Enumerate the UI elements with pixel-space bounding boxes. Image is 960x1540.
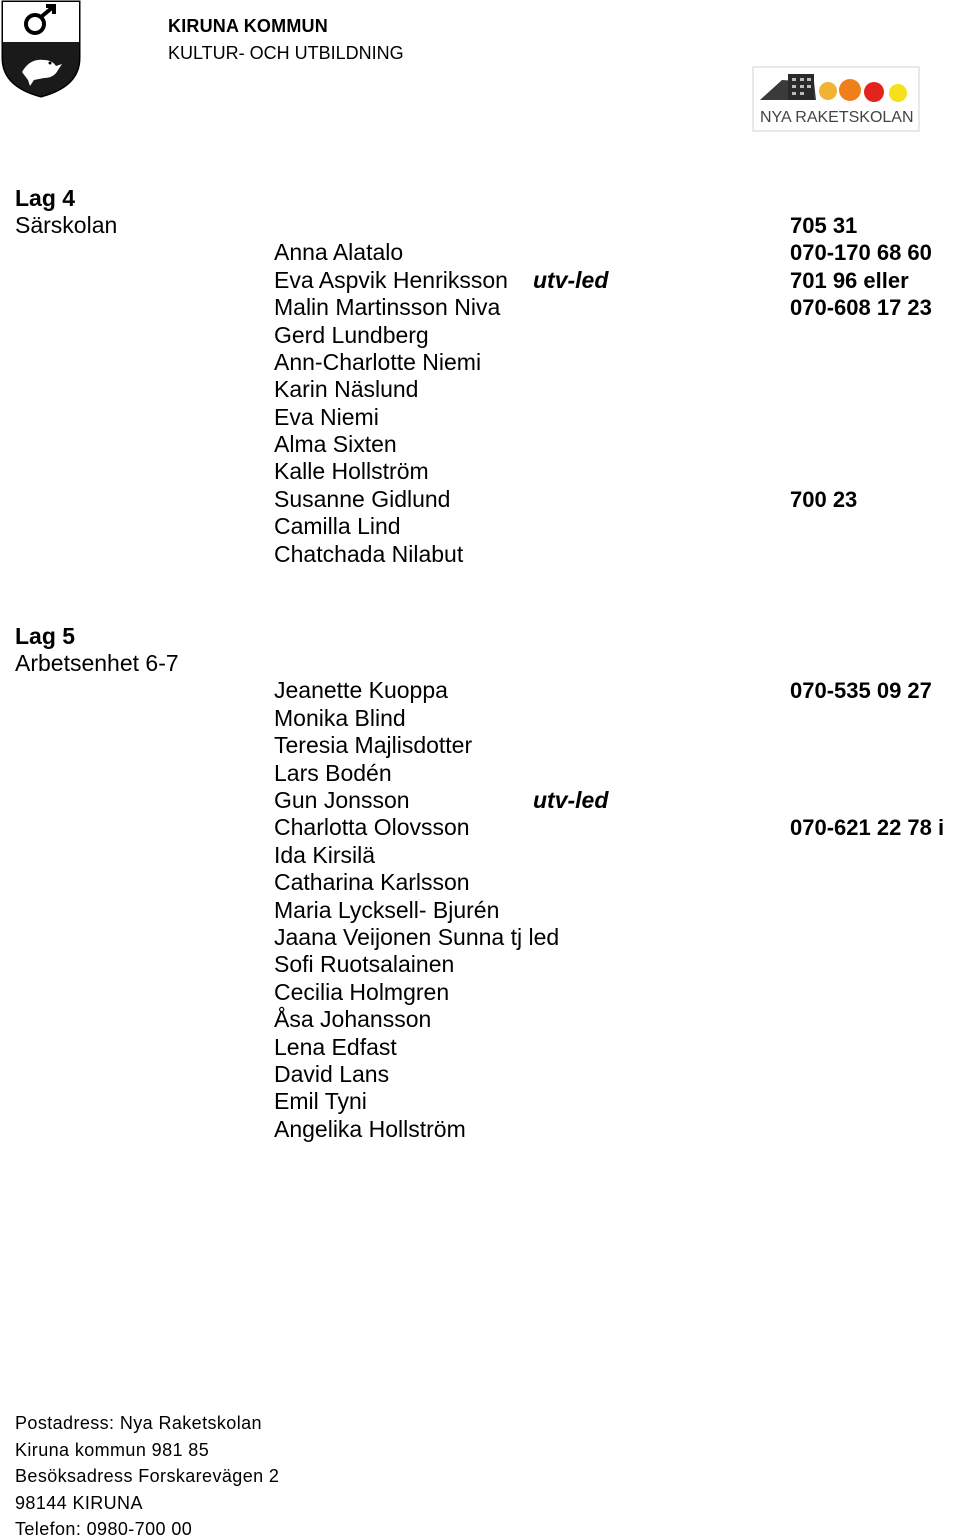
- team4-member: Eva Aspvik Henriksson: [274, 267, 508, 293]
- team4-unit: Särskolan: [15, 212, 118, 238]
- team5-member: Cecilia Holmgren: [274, 979, 450, 1005]
- team4-member: Kalle Hollström: [274, 458, 429, 484]
- team4-phone-3: 701 96 eller: [790, 268, 909, 293]
- team4-member: Alma Sixten: [274, 431, 397, 457]
- team5-member: Jaana Veijonen Sunna tj led: [274, 924, 560, 950]
- footer-visiting-address: Besöksadress Forskarevägen 2: [15, 1466, 280, 1486]
- nya-raketskolan-logo: [752, 66, 920, 132]
- footer-postal-address: Postadress: Nya Raketskolan: [15, 1413, 262, 1433]
- team5-phone-2: 070-621 22 78 i: [790, 815, 945, 840]
- footer-visiting-city: 98144 KIRUNA: [15, 1493, 143, 1513]
- team5-member: Angelika Hollström: [274, 1116, 466, 1142]
- team5-member: Teresia Majlisdotter: [274, 732, 473, 758]
- org-name: KIRUNA KOMMUN: [168, 16, 328, 36]
- team5-unit: Arbetsenhet 6-7: [15, 650, 179, 676]
- team5-member: Ida Kirsilä: [274, 842, 375, 868]
- footer-phone: Telefon: 0980-700 00: [15, 1519, 193, 1539]
- team5-member: Sofi Ruotsalainen: [274, 951, 455, 977]
- team5-title: Lag 5: [15, 623, 76, 649]
- team4-member: Camilla Lind: [274, 513, 401, 539]
- team5-member: Åsa Johansson: [274, 1006, 432, 1032]
- team4-phone-1: 705 31: [790, 213, 858, 238]
- team5-member: Maria Lycksell- Bjurén: [274, 897, 500, 923]
- team4-member: Susanne Gidlund: [274, 486, 451, 512]
- team5-member: Monika Blind: [274, 705, 406, 731]
- org-department: KULTUR- OCH UTBILDNING: [168, 43, 404, 63]
- team4-phone-5: 700 23: [790, 487, 858, 512]
- team4-title: Lag 4: [15, 185, 76, 211]
- team4-member: Eva Niemi: [274, 404, 379, 430]
- team5-phone-1: 070-535 09 27: [790, 678, 932, 703]
- kiruna-coat-of-arms: [0, 0, 82, 98]
- team5-member: Jeanette Kuoppa: [274, 677, 448, 703]
- team5-member: David Lans: [274, 1061, 390, 1087]
- team4-member: Gerd Lundberg: [274, 322, 429, 348]
- logo-text: NYA RAKETSKOLAN: [760, 109, 914, 126]
- team5-member: Gun Jonsson: [274, 787, 410, 813]
- team4-member: Chatchada Nilabut: [274, 541, 464, 567]
- team5-member: Charlotta Olovsson: [274, 814, 470, 840]
- team5-member: Emil Tyni: [274, 1088, 367, 1114]
- footer-postal-city: Kiruna kommun 981 85: [15, 1440, 210, 1460]
- team4-member: Anna Alatalo: [274, 239, 404, 265]
- team4-member: Malin Martinsson Niva: [274, 294, 501, 320]
- team5-member: Catharina Karlsson: [274, 869, 470, 895]
- team4-role-utv-led: utv-led: [533, 267, 609, 293]
- team5-member: Lars Bodén: [274, 760, 392, 786]
- team4-phone-4: 070-608 17 23: [790, 295, 932, 320]
- team5-role-utv-led: utv-led: [533, 787, 609, 813]
- team5-member: Lena Edfast: [274, 1034, 397, 1060]
- team4-phone-2: 070-170 68 60: [790, 240, 932, 265]
- team4-member: Karin Näslund: [274, 376, 419, 402]
- team4-member: Ann-Charlotte Niemi: [274, 349, 482, 375]
